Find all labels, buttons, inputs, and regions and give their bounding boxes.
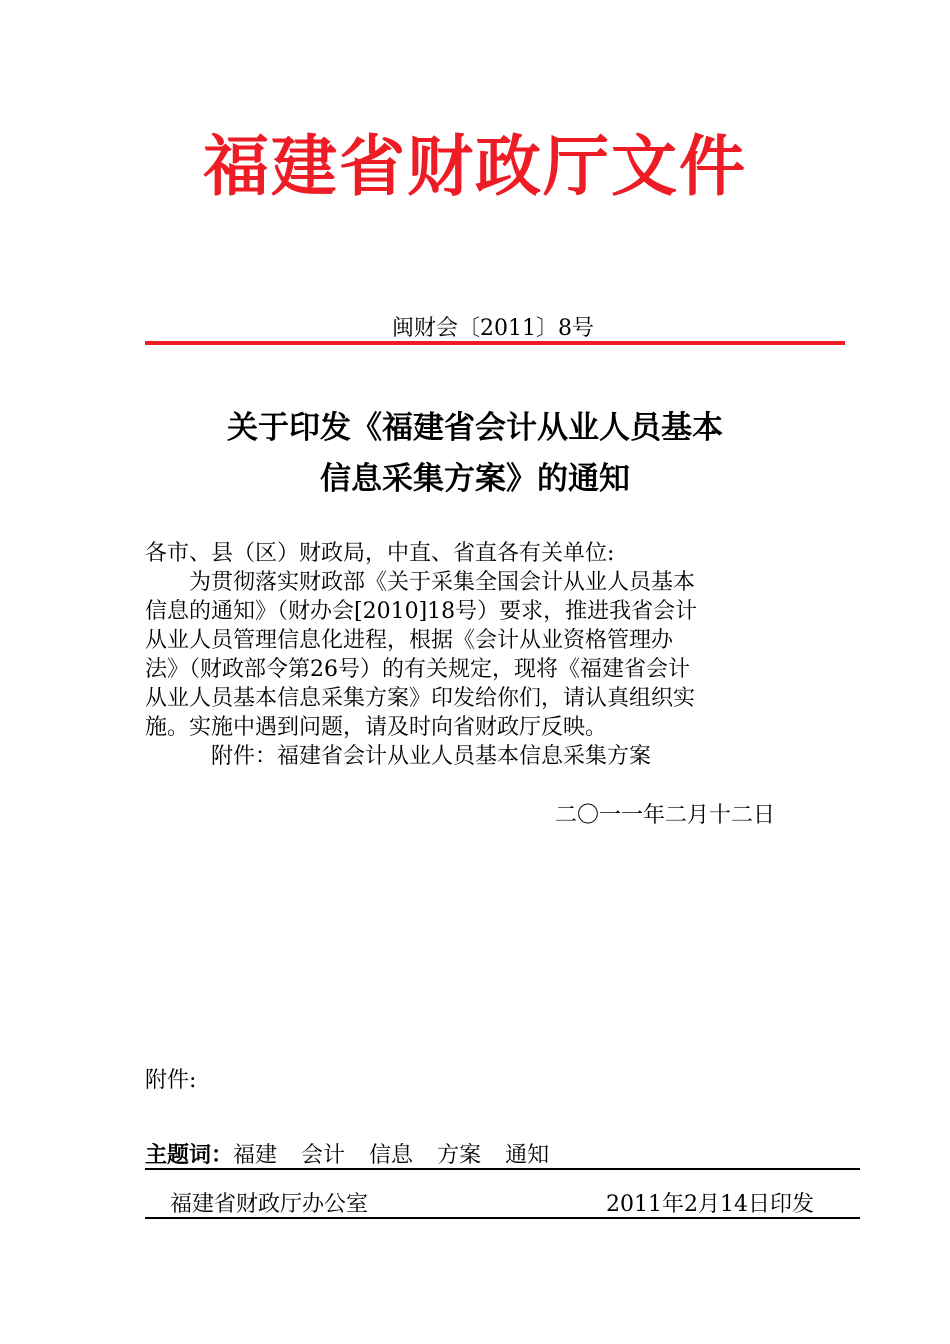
paragraph-line: 从业人员基本信息采集方案》印发给你们，请认真组织实 [145,686,696,711]
notice-title-line-1: 关于印发《福建省会计从业人员基本 [227,410,723,446]
subject-keywords [145,1141,573,1170]
keyword-item: 信息 [369,1143,414,1168]
paragraph-line: 信息的通知》（财办会[2010]18号）要求，推进我省会计 [145,599,698,624]
paragraph-line: 从业人员管理信息化进程，根据《会计从业资格管理办 [145,628,674,653]
footer-rule-bottom [145,1217,860,1219]
paragraph-line: 为贯彻落实财政部《关于采集全国会计从业人员基本 [189,570,696,595]
keyword-item: 通知 [505,1143,550,1168]
addressee: 各市、县（区）财政局，中直、省直各有关单位: [145,541,615,566]
issue-date: 二〇一一年二月十二日 [555,803,776,828]
paragraph-line: 法》（财政部令第26号）的有关规定，现将《福建省会计 [145,657,690,682]
attachment-label: 附件: [145,1068,197,1093]
notice-title-line-2: 信息采集方案》的通知 [320,461,630,497]
paragraph-line: 施。实施中遇到问题，请及时向省财政厅反映。 [145,715,608,740]
header-red-rule [145,341,845,345]
footer-rule-top [145,1168,860,1170]
document-number: 闽财会〔2011〕8号 [392,316,594,341]
keyword-item: 会计 [301,1143,346,1168]
keyword-item: 福建 [233,1143,278,1168]
body-paragraph [145,568,805,771]
keywords-label: 主题词： [145,1143,234,1168]
keyword-item: 方案 [437,1143,482,1168]
issuing-office: 福建省财政厅办公室 [170,1192,369,1217]
print-date: 2011年2月14日印发 [606,1192,814,1217]
attachment-line: 附件：福建省会计从业人员基本信息采集方案 [211,744,652,769]
document-header-title: 福建省财政厅文件 [203,128,747,205]
